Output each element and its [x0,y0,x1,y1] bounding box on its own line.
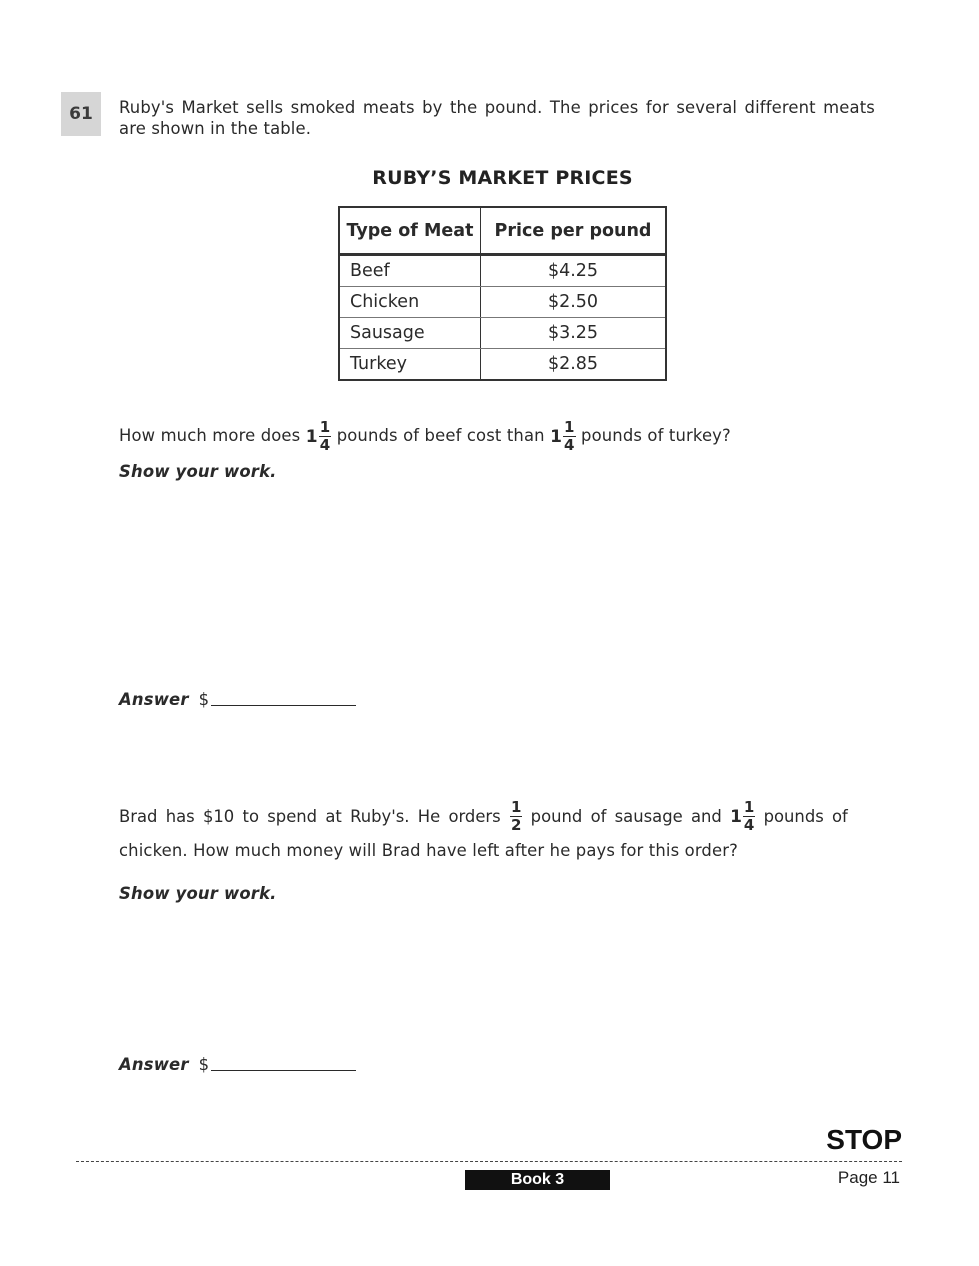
word: pounds [763,807,824,826]
meat-cell: Turkey [339,349,481,381]
footer-divider [76,1161,902,1162]
part-b-show-work: Show your work. [119,884,277,903]
whole-part: 1 [305,426,318,447]
price-cell: $3.25 [481,318,667,349]
fraction [743,800,755,833]
denominator: 2 [510,816,522,834]
table-header-row [339,207,666,255]
table-row [339,255,666,287]
numerator: 1 [564,418,575,436]
table-row [339,349,666,381]
numerator: 1 [319,418,331,436]
denominator: 4 [743,816,755,834]
numerator: 1 [510,798,522,816]
word: has [165,807,195,826]
answer-blank[interactable] [211,1070,356,1071]
part-b-question-line-2: chicken. How much money will Brad have left after he pays for this order? [119,841,738,860]
part-a-question [119,420,731,453]
meat-cell: Chicken [339,287,481,318]
meat-cell: Sausage [339,318,481,349]
word: spend [267,807,318,826]
word: of [832,807,848,826]
dollar-sign: $ [198,1055,210,1074]
word: Brad [119,807,158,826]
word: at [325,807,342,826]
word: He [417,807,441,826]
denominator: 4 [319,436,331,454]
part-a-text-1: How much more does [119,426,301,445]
price-cell: $2.85 [481,349,667,381]
denominator: 4 [564,436,575,454]
part-a-show-work: Show your work. [119,462,277,481]
price-cell: $2.50 [481,287,667,318]
word: $10 [202,807,235,826]
mixed-number [730,800,755,833]
fraction [510,800,522,833]
fraction-one-half [509,800,522,833]
column-header-meat: Type of Meat [339,207,481,255]
question-intro: Ruby's Market sells smoked meats by the pound. The prices for several different meats are shown in the table. [119,98,875,138]
part-b-answer [119,1055,356,1074]
whole-part: 1 [730,806,742,827]
word: Ruby's. [350,807,410,826]
word: and [690,807,722,826]
word: to [242,807,259,826]
table-row [339,318,666,349]
part-a-text-2: pounds of beef cost than [336,426,545,445]
answer-blank[interactable] [211,705,356,706]
meat-cell: Beef [339,255,481,287]
price-cell: $4.25 [481,255,667,287]
question-number: 61 [61,92,101,136]
word: sausage [614,807,683,826]
fraction [319,420,332,453]
fraction [563,420,576,453]
part-a-text-3: pounds of turkey? [581,426,731,445]
word: orders [448,807,501,826]
table-row [339,287,666,318]
part-a-answer [119,690,356,709]
price-table [338,206,667,381]
answer-label: Answer [119,1055,189,1074]
word: pound [530,807,583,826]
table-title: RUBY’S MARKET PRICES [372,167,633,189]
book-badge: Book 3 [465,1170,610,1190]
page-number: Page 11 [837,1168,900,1187]
column-header-price: Price per pound [481,207,667,255]
answer-label: Answer [119,690,189,709]
word: of [590,807,607,826]
part-b-question-line-1 [119,800,848,833]
whole-part: 1 [550,426,563,447]
numerator: 1 [743,798,755,816]
stop-label: STOP [826,1124,902,1155]
dollar-sign: $ [198,690,210,709]
mixed-number [550,420,576,453]
mixed-number [306,420,332,453]
